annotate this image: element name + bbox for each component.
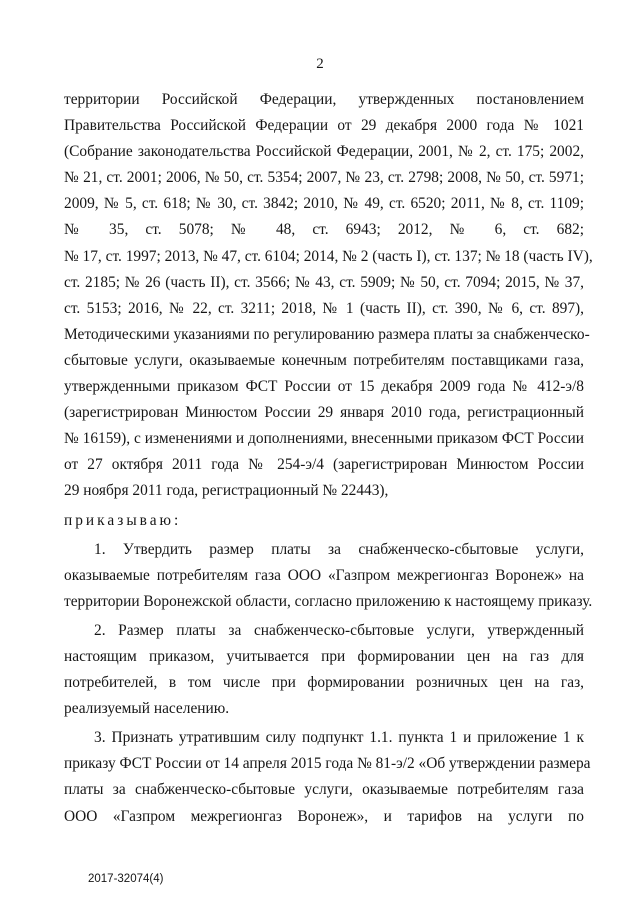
text-line: № 35, ст. 5078; № 48, ст. 6943; 2012, № 6, ст. 682;	[64, 221, 584, 239]
page-number: 2	[316, 56, 324, 72]
text-line: приказу ФСТ России от 14 апреля 2015 года № 81-э/2 «Об утверждении размера	[64, 755, 591, 773]
text-line: ст. 5153; 2016, № 22, ст. 3211; 2018, № 1 (часть II), ст. 390, № 6, ст. 897),	[64, 299, 584, 317]
text-line: сбытовые услуги, оказываемые конечным потребителям поставщиками газа,	[64, 351, 584, 369]
text-line: приказываю:	[64, 511, 182, 529]
text-line: оказываемые потребителям газа ООО «Газпром межрегионгаз Воронеж» на	[64, 566, 584, 584]
text-line: № 16159), с изменениями и дополнениями, внесенными приказом ФСТ России	[64, 430, 584, 448]
text-line: 2009, № 5, ст. 618; № 30, ст. 3842; 2010, № 49, ст. 6520; 2011, № 8, ст. 1109;	[64, 195, 584, 213]
text-line: потребителей, в том числе при формировании розничных цен на газ,	[64, 674, 584, 692]
text-line: (Собрание законодательства Российской Федерации, 2001, № 2, ст. 175; 2002,	[64, 143, 584, 161]
text-line: Правительства Российской Федерации от 29 декабря 2000 года № 1021	[64, 117, 584, 135]
text-line: 2. Размер платы за снабженческо-сбытовые услуги, утвержденный	[94, 621, 584, 639]
text-line: платы за снабженческо-сбытовые услуги, оказываемые потребителям газа	[64, 781, 584, 799]
text-line: территории Российской Федерации, утвержденных постановлением	[64, 91, 584, 108]
text-line: реализуемый населению.	[64, 700, 230, 718]
text-line: утвержденными приказом ФСТ России от 15 декабря 2009 года № 412-э/8	[64, 378, 584, 396]
text-line: ООО «Газпром межрегионгаз Воронеж», и тарифов на услуги по	[64, 807, 584, 825]
text-line: 3. Признать утратившим силу подпункт 1.1. пункта 1 и приложение 1 к	[94, 729, 584, 747]
text-line: от 27 октября 2011 года № 254-э/4 (зарегистрирован Минюстом России	[64, 456, 584, 474]
document-body	[64, 87, 593, 830]
text-line: ст. 2185; № 26 (часть II), ст. 3566; № 43, ст. 5909; № 50, ст. 7094; 2015, № 37,	[64, 273, 584, 291]
text-line: территории Воронежской области, согласно приложению к настоящему приказу.	[64, 592, 593, 610]
text-line: № 21, ст. 2001; 2006, № 50, ст. 5354; 2007, № 23, ст. 2798; 2008, № 50, ст. 5971;	[64, 169, 584, 187]
text-line: 1. Утвердить размер платы за снабженческо-сбытовые услуги,	[94, 540, 584, 558]
text-line: 29 ноября 2011 года, регистрационный № 22443),	[64, 482, 389, 500]
text-line: № 17, ст. 1997; 2013, № 47, ст. 6104; 2014, № 2 (часть I), ст. 137; № 18 (часть IV),	[64, 247, 593, 265]
document-code: 2017-32074(4)	[88, 873, 164, 885]
text-line: настоящим приказом, учитывается при формировании цен на газ для	[64, 647, 584, 665]
text-line: (зарегистрирован Минюстом России 29 января 2010 года, регистрационный	[64, 404, 584, 422]
text-line: Методическими указаниями по регулированию размера платы за снабженческо-	[64, 325, 590, 343]
